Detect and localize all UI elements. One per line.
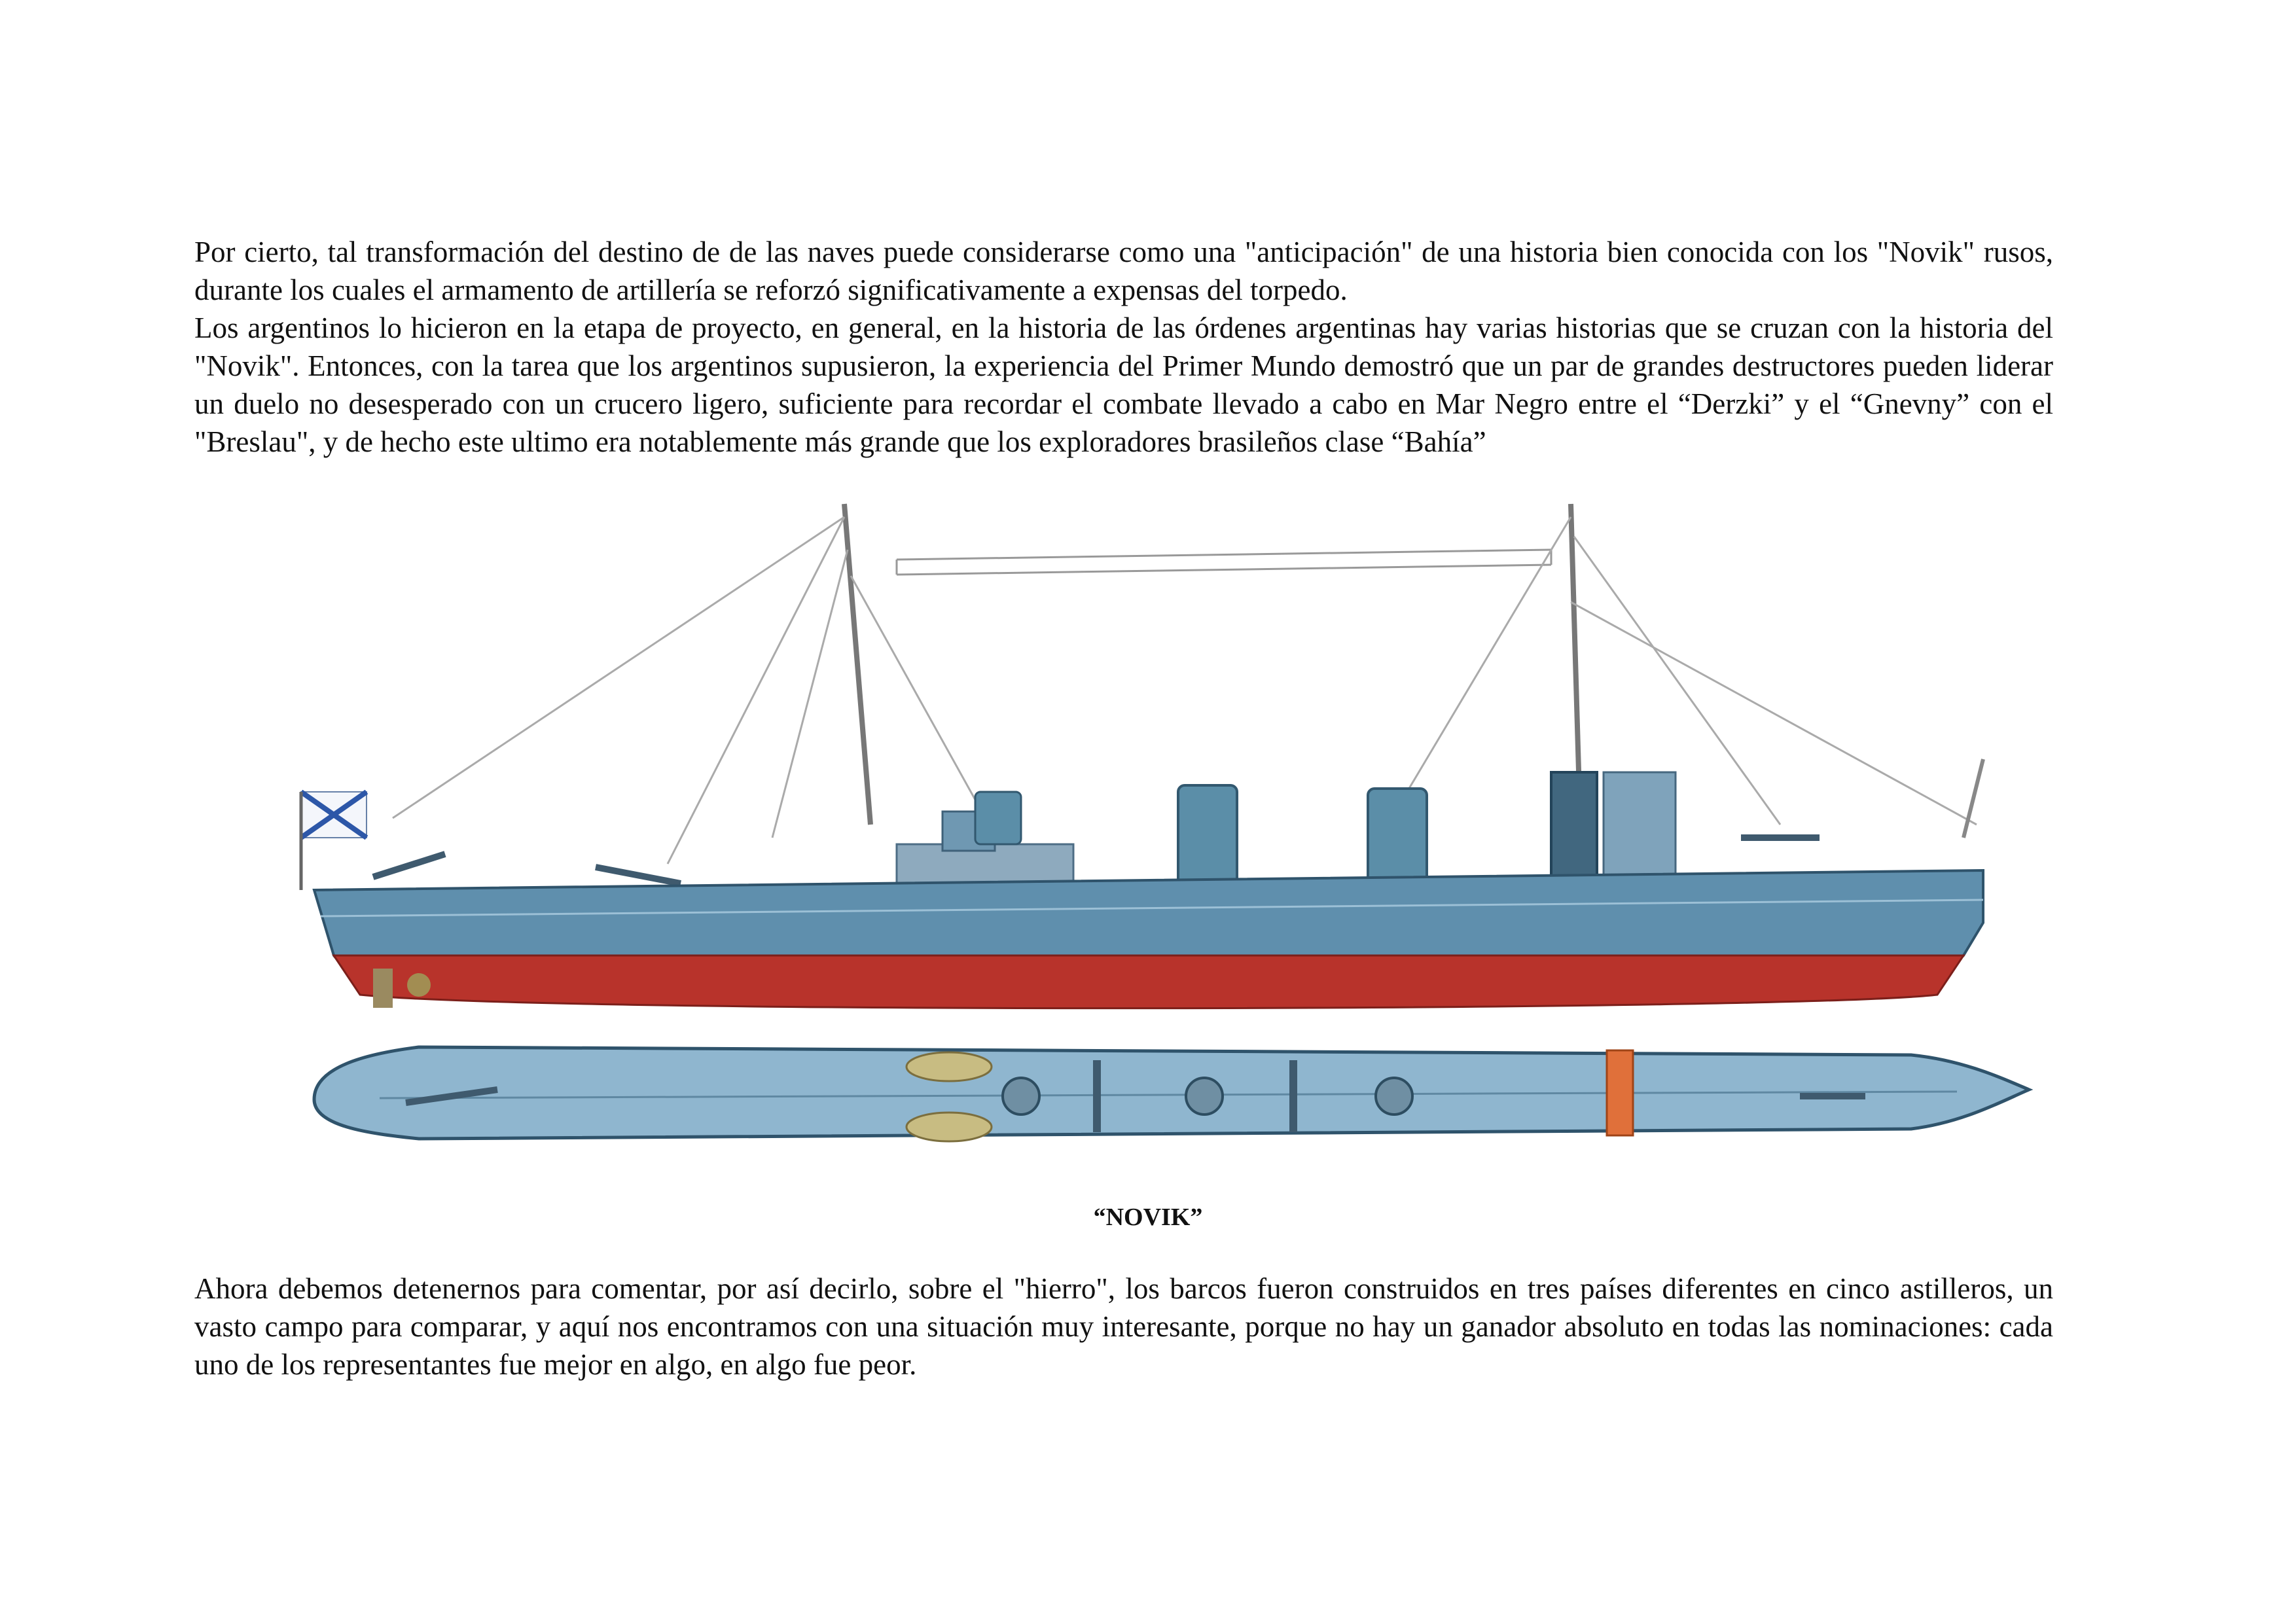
paragraph: Los argentinos lo hicieron en la etapa de proyecto, en general, en la historia de las órdenes argentinas hay varias historias que se cruzan con la historia del "Novik". Entonces, con la tarea que los argentinos supusieron, la experiencia del Primer Mundo demostró que un par de grandes destructores pueden liderar un duelo no desesperado con un crucero ligero, suficiente para recordar el combate llevado a cabo en Mar Negro entre el “Derzki” y el “Gnevny” con el "Breslau", y de hecho este ultimo era notablemente más grande que los exploradores brasileños clase “Bahía” [194,312,2053,458]
ship-illustration [288,497,2042,1191]
intro-text [194,233,2053,461]
paragraph: Por cierto, tal transformación del destino de de las naves puede considerarse como una "anticipación" de una historia bien conocida con los "Novik" rusos, durante los cuales el armamento de artillería se reforzó significativamente a expensas del torpedo. [194,236,2053,306]
ship-profile-and-plan-icon [288,497,2042,1191]
paragraph: Ahora debemos detenernos para comentar, por así decirlo, sobre el "hierro", los barcos fueron construidos en tres países diferentes en cinco astilleros, un vasto campo para comparar, y aquí nos encontramos con una situación muy interesante, porque no hay un ganador absoluto en todas las nominaciones: cada uno de los representantes fue mejor en algo, en algo fue peor. [194,1272,2053,1381]
figure-caption: “NOVIK” [1093,1204,1203,1231]
closing-text [194,1270,2053,1383]
